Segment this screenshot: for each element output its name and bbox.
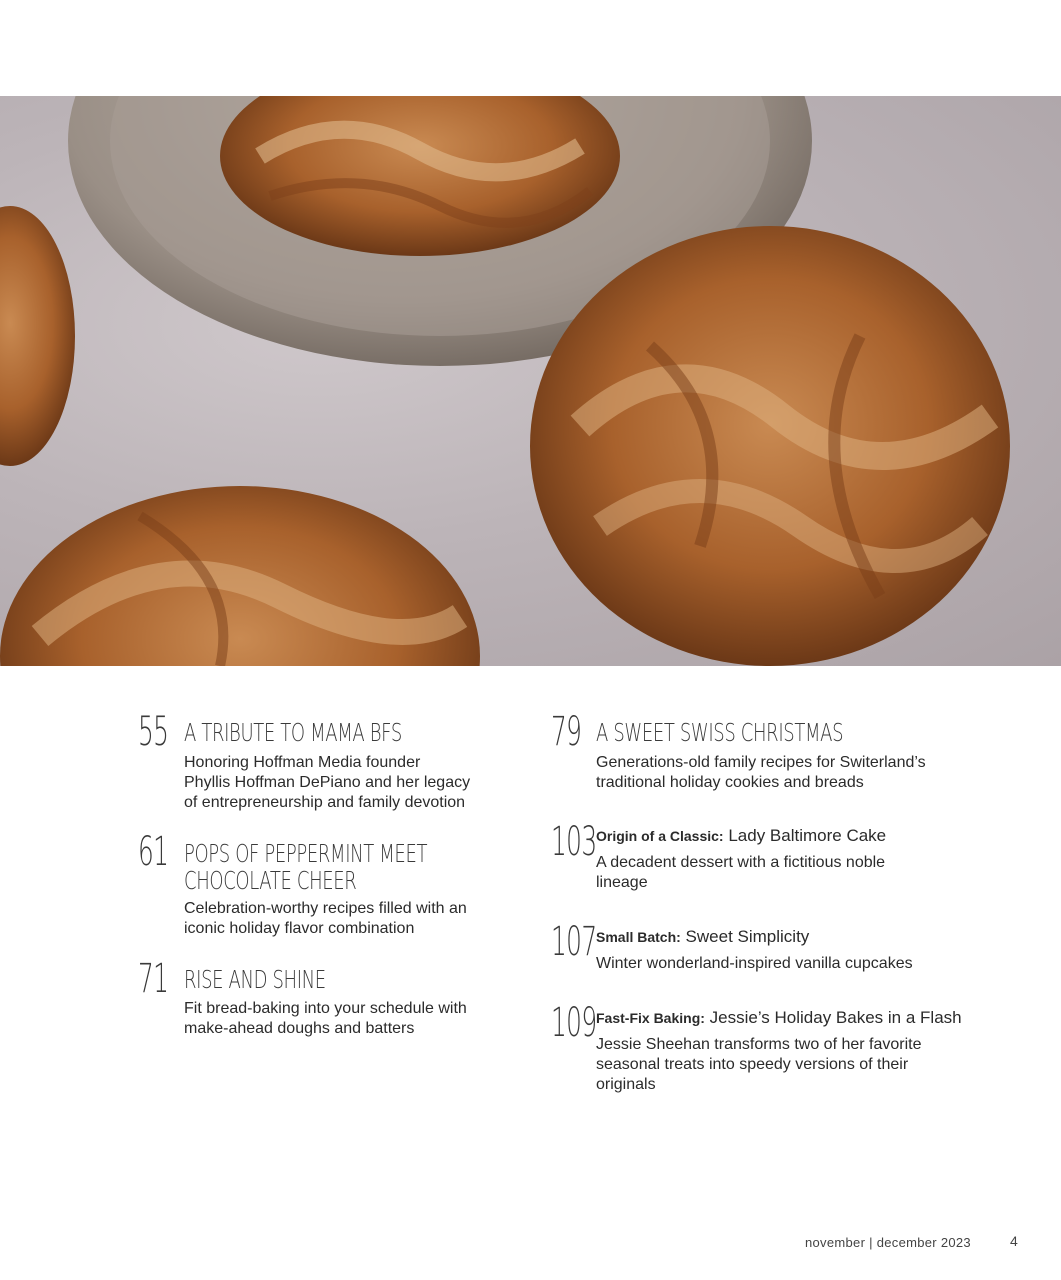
entry-title: A TRIBUTE TO MAMA BFS: [184, 718, 402, 747]
entry-title: A SWEET SWISS CHRISTMAS: [596, 718, 844, 747]
entry-title-line-2: CHOCOLATE CHEER: [184, 866, 357, 895]
entry-title: RISE AND SHINE: [184, 965, 326, 994]
entry-kicker: Small Batch:: [596, 929, 681, 945]
entry-heading: [596, 927, 809, 947]
hero-photo: [0, 96, 1061, 666]
page-number: 79: [551, 709, 582, 755]
bun-left: [0, 206, 75, 466]
page-number: 55: [138, 709, 169, 755]
entry-heading-text: Lady Baltimore Cake: [728, 826, 887, 845]
issue-date: november | december 2023: [805, 1235, 971, 1250]
page-number: 107: [551, 919, 597, 965]
entry-heading-text: Sweet Simplicity: [685, 927, 810, 946]
entry-description: Jessie Sheehan transforms two of her favorite seasonal treats into speedy versions of their originals: [596, 1036, 922, 1093]
entry-title-line-1: POPS OF PEPPERMINT MEET: [184, 839, 428, 868]
entry-description: Winter wonderland-inspired vanilla cupcakes: [596, 955, 913, 972]
folio-page-number: 4: [1010, 1233, 1018, 1249]
entry-heading-text: Jessie’s Holiday Bakes in a Flash: [709, 1008, 962, 1027]
entry-heading: [596, 826, 886, 846]
page-number: 109: [551, 1000, 597, 1046]
entry-kicker: Origin of a Classic:: [596, 828, 724, 844]
entry-description: Honoring Hoffman Media founder Phyllis Hoffman DePiano and her legacy of entrepreneurship and family devotion: [184, 754, 471, 811]
buns-illustration: [0, 96, 1061, 666]
entry-description: Fit bread-baking into your schedule with make-ahead doughs and batters: [184, 1000, 467, 1037]
page-number: 61: [138, 829, 169, 875]
entry-description: Celebration-worthy recipes filled with an iconic holiday flavor combination: [184, 900, 467, 937]
page-number: 103: [551, 819, 597, 865]
page-number: 71: [138, 956, 169, 1002]
entry-kicker: Fast-Fix Baking:: [596, 1010, 705, 1026]
entry-heading: [596, 1008, 962, 1028]
entry-description: Generations-old family recipes for Switerland’s traditional holiday cookies and breads: [596, 754, 926, 791]
entry-description: A decadent dessert with a fictitious noble lineage: [596, 854, 886, 891]
